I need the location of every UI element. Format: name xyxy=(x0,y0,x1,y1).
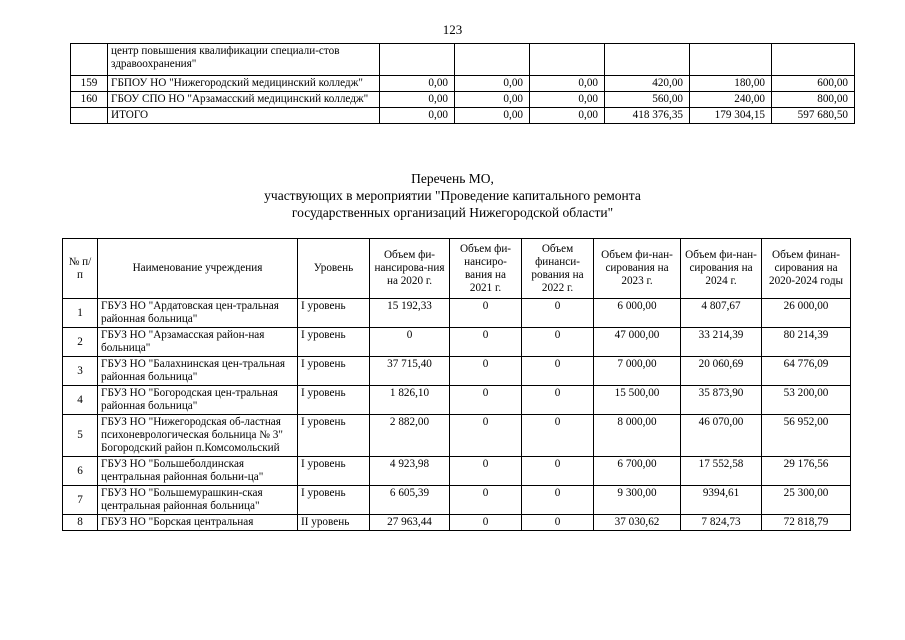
value-v2023: 9 300,00 xyxy=(594,486,681,515)
row-number: 159 xyxy=(71,76,108,92)
table-row xyxy=(63,328,851,357)
institution-name: ГБОУ СПО НО "Арзамасский медицинский колледж" xyxy=(108,92,380,108)
value-v2022: 0 xyxy=(522,357,594,386)
value-v2021: 0 xyxy=(450,415,522,457)
value-v2022: 0,00 xyxy=(530,76,605,92)
header-n: № п/п xyxy=(63,239,98,299)
table-row xyxy=(63,415,851,457)
row-number: 160 xyxy=(71,92,108,108)
page-number: 123 xyxy=(442,22,463,37)
value-v2024: 4 807,67 xyxy=(681,299,762,328)
value-v2023: 8 000,00 xyxy=(594,415,681,457)
institution-name: ГБУЗ НО "Ардатовская цен-тральная районная больница" xyxy=(98,299,298,328)
value-total: 26 000,00 xyxy=(762,299,851,328)
table-row xyxy=(63,515,851,531)
value-v2023: 37 030,62 xyxy=(594,515,681,531)
row-number: 4 xyxy=(63,386,98,415)
value-v2023: 15 500,00 xyxy=(594,386,681,415)
value-v2023: 47 000,00 xyxy=(594,328,681,357)
value-v2020: 0,00 xyxy=(380,92,455,108)
value-v2021: 0 xyxy=(450,515,522,531)
row-number xyxy=(71,108,108,124)
section-title-line-1: Перечень МО, xyxy=(411,171,494,186)
value-v2023: 560,00 xyxy=(605,92,690,108)
value-v2023: 7 000,00 xyxy=(594,357,681,386)
value-v2020: 37 715,40 xyxy=(370,357,450,386)
value-v2022: 0 xyxy=(522,415,594,457)
institution-name: ГБУЗ НО "Борская центральная xyxy=(98,515,298,531)
value-total: 72 818,79 xyxy=(762,515,851,531)
row-number: 2 xyxy=(63,328,98,357)
institution-name: ГБУЗ НО "Большемурашкин-ская центральная районная больница" xyxy=(98,486,298,515)
level: I уровень xyxy=(298,386,370,415)
value-v2022: 0 xyxy=(522,486,594,515)
value-v2024: 35 873,90 xyxy=(681,386,762,415)
table-row xyxy=(63,386,851,415)
table-row xyxy=(63,299,851,328)
value-v2021: 0 xyxy=(450,386,522,415)
header-total: Объем финан-сирования на 2020-2024 годы xyxy=(762,239,851,299)
value-v2021: 0 xyxy=(450,357,522,386)
table-row xyxy=(71,108,855,124)
value-v2020: 27 963,44 xyxy=(370,515,450,531)
value-v2020: 0,00 xyxy=(380,76,455,92)
value-total: 80 214,39 xyxy=(762,328,851,357)
level: I уровень xyxy=(298,415,370,457)
section-title-line-2: участвующих в мероприятии "Проведение капитального ремонта xyxy=(264,188,641,203)
level: I уровень xyxy=(298,457,370,486)
value-v2021: 0 xyxy=(450,486,522,515)
value-v2020: 1 826,10 xyxy=(370,386,450,415)
header-2024: Объем фи-нан-сирования на 2024 г. xyxy=(681,239,762,299)
value-v2021: 0 xyxy=(450,457,522,486)
value-total: 25 300,00 xyxy=(762,486,851,515)
institution-name: ГБУЗ НО "Богородская цен-тральная районная больница" xyxy=(98,386,298,415)
header-2021: Объем фи-нансиро-вания на 2021 г. xyxy=(450,239,522,299)
row-number: 5 xyxy=(63,415,98,457)
value-total: 64 776,09 xyxy=(762,357,851,386)
value-v2021: 0,00 xyxy=(455,108,530,124)
value-v2022: 0 xyxy=(522,386,594,415)
institution-name: ГБПОУ НО "Нижегородский медицинский колледж" xyxy=(108,76,380,92)
level: I уровень xyxy=(298,486,370,515)
value-v2024: 20 060,69 xyxy=(681,357,762,386)
value-v2020: 4 923,98 xyxy=(370,457,450,486)
row-number: 3 xyxy=(63,357,98,386)
table-row xyxy=(71,92,855,108)
level: I уровень xyxy=(298,357,370,386)
institution-name: ГБУЗ НО "Большеболдинская центральная районная больни-ца" xyxy=(98,457,298,486)
value-v2023: 420,00 xyxy=(605,76,690,92)
value-v2021: 0 xyxy=(450,299,522,328)
table-row xyxy=(71,44,855,76)
value-v2024: 17 552,58 xyxy=(681,457,762,486)
value-v2024: 33 214,39 xyxy=(681,328,762,357)
value-v2022: 0 xyxy=(522,515,594,531)
table-header-row xyxy=(63,239,851,299)
table-row xyxy=(63,457,851,486)
level: I уровень xyxy=(298,299,370,328)
value-v2024: 7 824,73 xyxy=(681,515,762,531)
institution-name: ГБУЗ НО "Арзамасская район-ная больница" xyxy=(98,328,298,357)
table-row xyxy=(63,357,851,386)
value-v2022: 0,00 xyxy=(530,92,605,108)
value-v2024: 179 304,15 xyxy=(690,108,772,124)
value-v2020: 0 xyxy=(370,328,450,357)
value-v2021: 0 xyxy=(450,328,522,357)
header-2020: Объем фи-нансирова-ния на 2020 г. xyxy=(370,239,450,299)
continued-cell: центр повышения квалификации специали-стов здравоохранения" xyxy=(108,44,380,76)
header-2023: Объем фи-нан-сирования на 2023 г. xyxy=(594,239,681,299)
value-v2022: 0 xyxy=(522,457,594,486)
row-number: 7 xyxy=(63,486,98,515)
value-v2023: 418 376,35 xyxy=(605,108,690,124)
value-v2022: 0 xyxy=(522,299,594,328)
renovation-funding-table xyxy=(62,238,851,531)
value-v2023: 6 700,00 xyxy=(594,457,681,486)
value-total: 600,00 xyxy=(772,76,855,92)
value-v2020: 0,00 xyxy=(380,108,455,124)
value-v2020: 2 882,00 xyxy=(370,415,450,457)
section-title-line-3: государственных организаций Нижегородской области" xyxy=(291,205,614,220)
institution-name: ИТОГО xyxy=(108,108,380,124)
row-number: 6 xyxy=(63,457,98,486)
value-total: 800,00 xyxy=(772,92,855,108)
value-total: 597 680,50 xyxy=(772,108,855,124)
header-name: Наименование учреждения xyxy=(98,239,298,299)
value-total: 53 200,00 xyxy=(762,386,851,415)
value-v2021: 0,00 xyxy=(455,92,530,108)
value-v2022: 0,00 xyxy=(530,108,605,124)
value-v2020: 6 605,39 xyxy=(370,486,450,515)
value-v2023: 6 000,00 xyxy=(594,299,681,328)
row-number: 8 xyxy=(63,515,98,531)
value-v2024: 240,00 xyxy=(690,92,772,108)
header-2022: Объем финанси-рования на 2022 г. xyxy=(522,239,594,299)
institution-name: ГБУЗ НО "Балахнинская цен-тральная районная больница" xyxy=(98,357,298,386)
value-v2024: 9394,61 xyxy=(681,486,762,515)
value-v2020: 15 192,33 xyxy=(370,299,450,328)
value-total: 29 176,56 xyxy=(762,457,851,486)
table-row xyxy=(71,76,855,92)
table-row xyxy=(63,486,851,515)
value-v2022: 0 xyxy=(522,328,594,357)
value-v2024: 180,00 xyxy=(690,76,772,92)
level: II уровень xyxy=(298,515,370,531)
value-total: 56 952,00 xyxy=(762,415,851,457)
institution-name: ГБУЗ НО "Нижегородская об-ластная психоневрологическая больница № 3" Богородский район п.Комсомольский xyxy=(98,415,298,457)
level: I уровень xyxy=(298,328,370,357)
funding-table-continued xyxy=(70,43,855,124)
row-number: 1 xyxy=(63,299,98,328)
value-v2024: 46 070,00 xyxy=(681,415,762,457)
value-v2021: 0,00 xyxy=(455,76,530,92)
header-level: Уровень xyxy=(298,239,370,299)
